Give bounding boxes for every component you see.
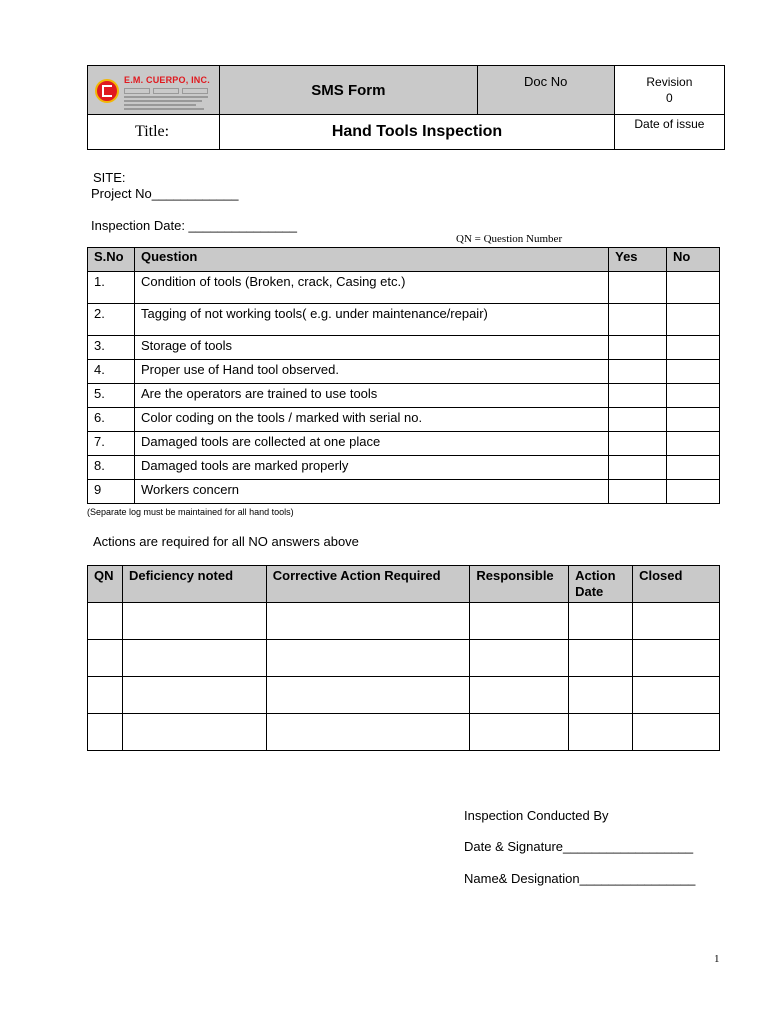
input-cell[interactable] [266,640,470,677]
row-question: Tagging of not working tools( e.g. under maintenance/repair) [134,304,608,336]
table-row [88,603,720,640]
actions-table [87,565,720,751]
row-question: Workers concern [134,480,608,504]
table-row [88,432,720,456]
form-header [87,65,725,150]
row-question: Are the operators are trained to use tools [134,384,608,408]
row-question: Color coding on the tools / marked with serial no. [134,408,608,432]
no-cell[interactable] [667,480,720,504]
actions-intro: Actions are required for all NO answers above [93,534,359,549]
site-field[interactable]: SITE: [93,170,126,185]
row-question: Condition of tools (Broken, crack, Casing etc.) [134,272,608,304]
row-sno: 6. [88,408,135,432]
questions-table [87,247,720,504]
table-row [88,677,720,714]
input-cell[interactable] [88,640,123,677]
row-sno: 9 [88,480,135,504]
yes-cell[interactable] [609,480,667,504]
actions-header-row [88,566,720,603]
input-cell[interactable] [470,640,569,677]
input-cell[interactable] [633,677,720,714]
col-responsible: Responsible [470,566,569,603]
input-cell[interactable] [569,714,633,751]
logo-text: E.M. CUERPO, INC. [124,75,210,85]
col-no: No [667,248,720,272]
input-cell[interactable] [569,640,633,677]
yes-cell[interactable] [609,272,667,304]
revision-cell [614,66,724,115]
table-row [88,714,720,751]
input-cell[interactable] [122,603,266,640]
project-no-field[interactable]: Project No____________ [91,186,239,201]
form-label: SMS Form [220,66,477,115]
questions-header-row [88,248,720,272]
col-corrective-action: Corrective Action Required [266,566,470,603]
title-label: Title: [88,115,220,150]
col-closed: Closed [633,566,720,603]
conducted-by-label: Inspection Conducted By [464,808,609,823]
table-row [88,640,720,677]
yes-cell[interactable] [609,456,667,480]
company-logo [88,66,220,115]
table-row [88,272,720,304]
table-row [88,336,720,360]
logo-emblem-icon [95,79,119,103]
input-cell[interactable] [266,714,470,751]
input-cell[interactable] [122,714,266,751]
input-cell[interactable] [122,677,266,714]
input-cell[interactable] [470,677,569,714]
separate-log-note: (Separate log must be maintained for all hand tools) [87,507,294,517]
input-cell[interactable] [266,677,470,714]
input-cell[interactable] [569,677,633,714]
no-cell[interactable] [667,304,720,336]
input-cell[interactable] [633,603,720,640]
date-signature-field[interactable]: Date & Signature__________________ [464,839,694,854]
yes-cell[interactable] [609,408,667,432]
yes-cell[interactable] [609,360,667,384]
table-row [88,384,720,408]
table-row [88,456,720,480]
yes-cell[interactable] [609,304,667,336]
input-cell[interactable] [122,640,266,677]
no-cell[interactable] [667,336,720,360]
input-cell[interactable] [88,714,123,751]
no-cell[interactable] [667,456,720,480]
row-sno: 5. [88,384,135,408]
col-deficiency: Deficiency noted [122,566,266,603]
table-row [88,360,720,384]
inspection-date-field[interactable]: Inspection Date: _______________ [91,218,298,233]
input-cell[interactable] [266,603,470,640]
row-question: Damaged tools are marked properly [134,456,608,480]
col-question: Question [134,248,608,272]
qn-note: QN = Question Number [456,233,563,245]
row-sno: 1. [88,272,135,304]
name-designation-field[interactable]: Name& Designation________________ [464,871,696,886]
revision-value: 0 [666,91,673,105]
row-question: Damaged tools are collected at one place [134,432,608,456]
revision-label: Revision [646,75,693,89]
table-row [88,408,720,432]
input-cell[interactable] [633,714,720,751]
input-cell[interactable] [470,714,569,751]
no-cell[interactable] [667,360,720,384]
input-cell[interactable] [633,640,720,677]
row-sno: 3. [88,336,135,360]
doc-no-label: Doc No [477,66,614,115]
col-action-date: Action Date [569,566,633,603]
col-yes: Yes [609,248,667,272]
row-sno: 4. [88,360,135,384]
no-cell[interactable] [667,272,720,304]
yes-cell[interactable] [609,384,667,408]
col-sno: S.No [88,248,135,272]
page-title: Hand Tools Inspection [220,115,615,150]
table-row [88,304,720,336]
yes-cell[interactable] [609,336,667,360]
no-cell[interactable] [667,408,720,432]
col-qn: QN [88,566,123,603]
page-number: 1 [714,953,720,965]
yes-cell[interactable] [609,432,667,456]
input-cell[interactable] [569,603,633,640]
row-question: Proper use of Hand tool observed. [134,360,608,384]
row-sno: 8. [88,456,135,480]
table-row [88,480,720,504]
input-cell[interactable] [88,677,123,714]
input-cell[interactable] [88,603,123,640]
row-question: Storage of tools [134,336,608,360]
no-cell[interactable] [667,432,720,456]
row-sno: 2. [88,304,135,336]
row-sno: 7. [88,432,135,456]
date-of-issue-label: Date of issue [614,115,724,150]
input-cell[interactable] [470,603,569,640]
no-cell[interactable] [667,384,720,408]
